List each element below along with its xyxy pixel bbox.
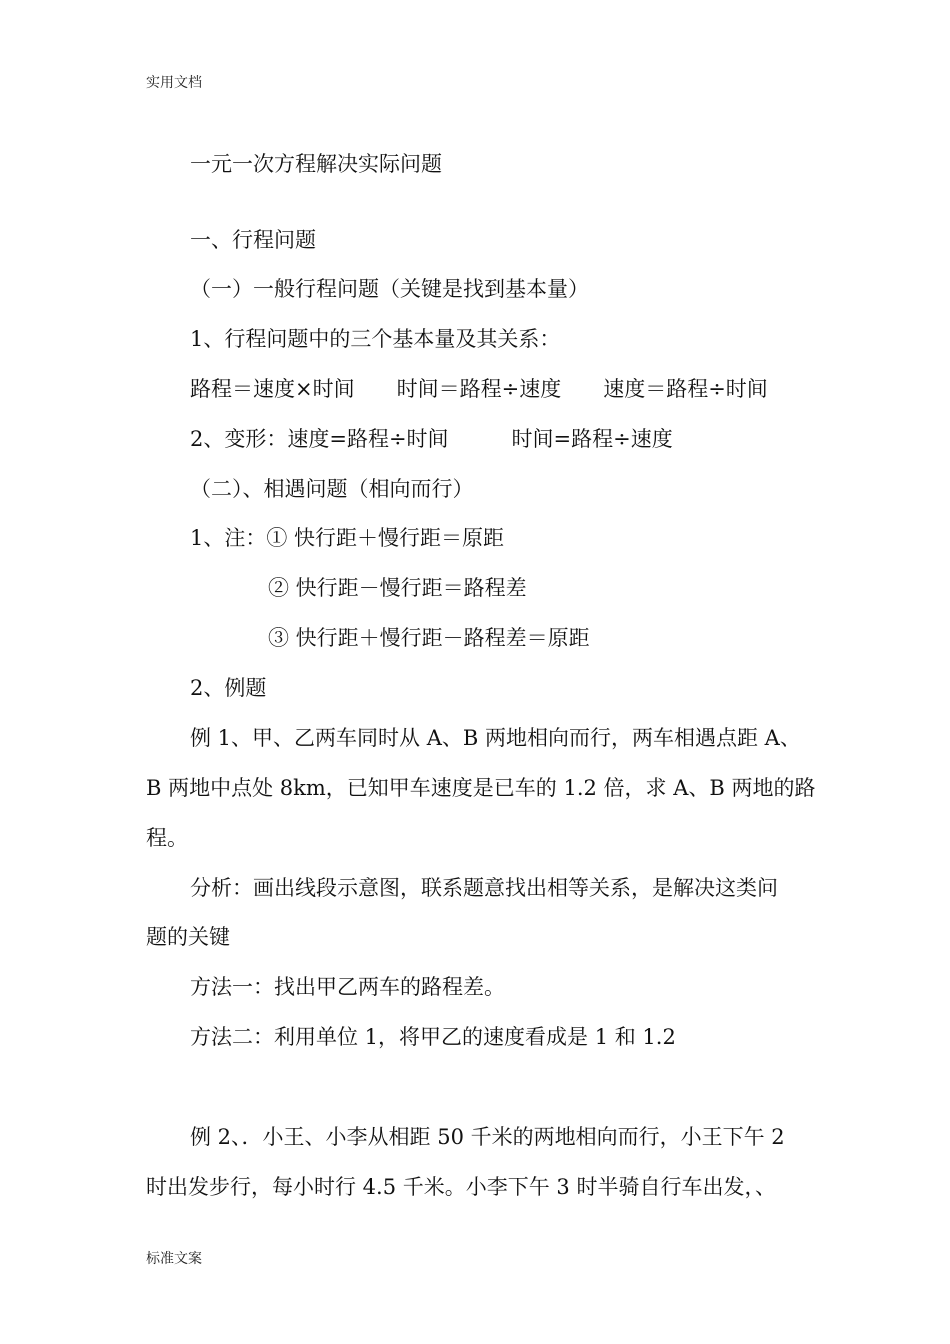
paragraph-line: 题的关键 (146, 925, 230, 949)
page-footer: 标准文案 (146, 1251, 202, 1267)
subsection-heading: （一）一般行程问题（关键是找到基本量） (190, 277, 589, 301)
note-line: 1、注：① 快行距＋慢行距＝原距 (190, 526, 505, 550)
section-heading: 一、行程问题 (190, 228, 316, 252)
formula-line: 路程＝速度×时间 时间＝路程÷速度 速度＝路程÷时间 (190, 377, 768, 401)
paragraph-line: 例 1、甲、乙两车同时从 A、B 两地相向而行，两车相遇点距 A、 (190, 726, 801, 750)
paragraph-line: 方法二：利用单位 1，将甲乙的速度看成是 1 和 1.2 (190, 1025, 676, 1049)
paragraph-line: 程。 (146, 826, 188, 850)
paragraph-line: 方法一：找出甲乙两车的路程差。 (190, 975, 505, 999)
paragraph-line: B 两地中点处 8km，已知甲车速度是已车的 1.2 倍，求 A、B 两地的路 (146, 776, 816, 800)
paragraph-line: 例 2、．小王、小李从相距 50 千米的两地相向而行，小王下午 2 (190, 1125, 785, 1149)
note-line: ② 快行距－慢行距＝路程差 (268, 576, 527, 600)
paragraph-line: 时出发步行，每小时行 4.5 千米。小李下午 3 时半骑自行车出发，、 (146, 1175, 776, 1199)
paragraph-line: 分析：画出线段示意图，联系题意找出相等关系，是解决这类问 (190, 876, 778, 900)
document-title: 一元一次方程解决实际问题 (190, 152, 442, 176)
formula-line: 2、变形：速度=路程÷时间 时间=路程÷速度 (190, 427, 673, 451)
text-line: 2、例题 (190, 676, 267, 700)
text-line: 1、行程问题中的三个基本量及其关系： (190, 327, 561, 351)
note-line: ③ 快行距＋慢行距－路程差＝原距 (268, 626, 590, 650)
page-header: 实用文档 (146, 75, 202, 91)
subsection-heading: （二）、相遇问题（相向而行） (190, 477, 474, 501)
